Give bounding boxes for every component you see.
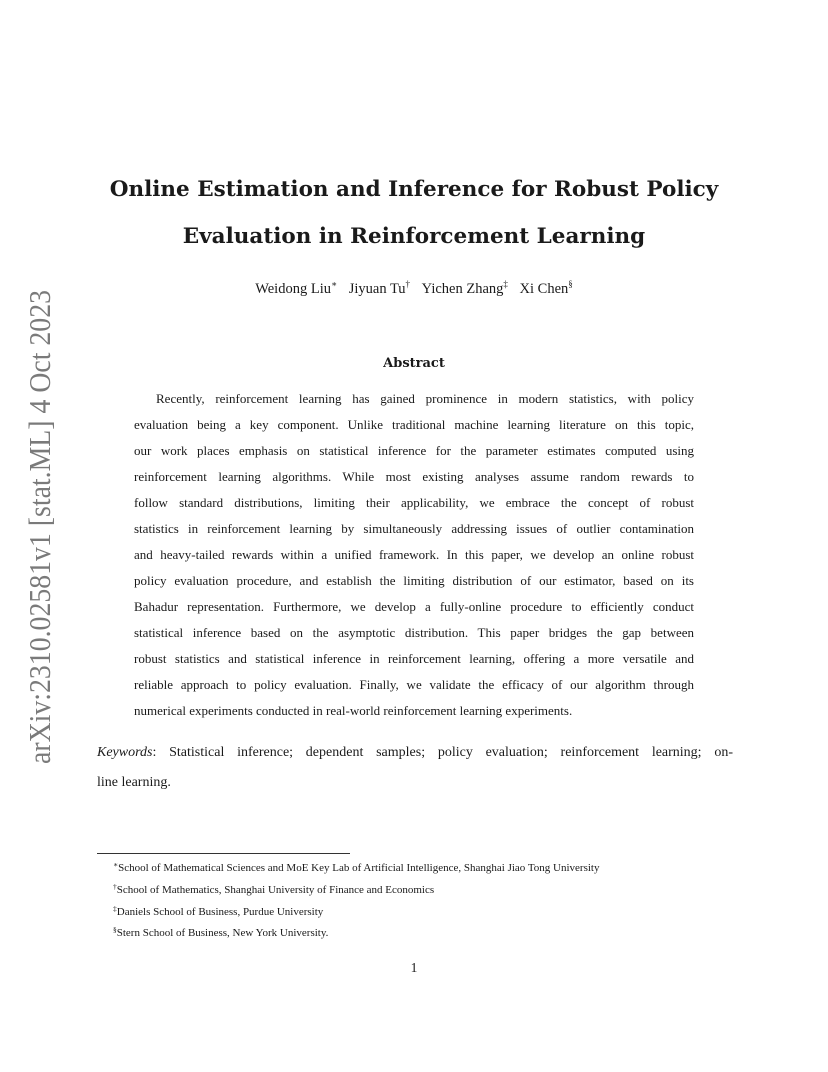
- title-line: Evaluation in Reinforcement Learning: [182, 224, 646, 249]
- author-mark: ∗: [330, 279, 338, 289]
- footnote-text: School of Mathematics, Shanghai University of Finance and Economics: [116, 883, 435, 896]
- footnote-text: School of Mathematical Sciences and MoE Key Lab of Artificial Intelligence, Shanghai Jiao Tong University: [118, 862, 600, 874]
- abstract-heading: Abstract: [383, 356, 445, 371]
- footnote: [113, 878, 733, 900]
- keywords: [97, 738, 733, 798]
- abstract-line: numerical experiments conducted in real-world reinforcement learning experiments.: [134, 703, 573, 718]
- paper-title: [96, 166, 732, 260]
- abstract-line: policy evaluation procedure, and establish the limiting distribution of our estimator, based on its: [134, 573, 694, 588]
- abstract-line: statistical inference based on the asymptotic distribution. This paper bridges the gap between: [134, 625, 694, 640]
- author: [520, 274, 573, 299]
- author-mark: †: [405, 279, 411, 289]
- footnote: [113, 900, 733, 922]
- abstract-line: our work places emphasis on statistical inference for the parameter estimates computed using: [134, 443, 694, 458]
- footnote-mark: ∗: [113, 860, 119, 869]
- keywords-text: : Statistical inference; dependent samples; policy evaluation; reinforcement learning; on-: [152, 745, 733, 760]
- abstract-line: follow standard distributions, limiting their applicability, we embrace the concept of robust: [134, 495, 694, 510]
- abstract-line: reinforcement learning algorithms. While most existing analyses assume random rewards to: [134, 469, 694, 484]
- footnote-mark: ‡: [113, 903, 117, 913]
- arxiv-watermark: [20, 235, 57, 764]
- page-number: 1: [410, 960, 418, 975]
- footnote-text: Daniels School of Business, Purdue University: [116, 905, 324, 918]
- abstract-line: Bahadur representation. Furthermore, we develop a fully-online procedure to efficiently conduct: [134, 599, 694, 614]
- arxiv-watermark-text: arXiv:2310.02581v1 [stat.ML] 4 Oct 2023: [22, 235, 57, 764]
- keywords-line: [97, 738, 733, 768]
- footnote-text: Stern School of Business, New York University.: [116, 927, 329, 940]
- keywords-label: Keywords: [97, 745, 153, 760]
- arxiv-watermark-svg: [20, 235, 57, 764]
- footnote: [113, 856, 733, 878]
- abstract-line: statistics in reinforcement learning by simultaneously addressing issues of outlier contamination: [134, 521, 694, 536]
- author: [255, 274, 337, 299]
- footnotes: [113, 856, 733, 943]
- footnote: [113, 921, 733, 943]
- footnote-mark: †: [113, 881, 117, 891]
- author-mark: ‡: [503, 279, 508, 289]
- abstract-line: robust statistics and statistical inference in reinforcement learning, offering a more versatile and: [134, 651, 694, 666]
- author-name: Jiyuan Tu: [348, 281, 406, 297]
- title-line: Online Estimation and Inference for Robust Policy: [109, 177, 719, 202]
- footnote-rule: [97, 853, 350, 854]
- abstract-line: Recently, reinforcement learning has gained prominence in modern statistics, with policy: [156, 391, 694, 406]
- author-list: [96, 274, 732, 299]
- footnote-mark: §: [113, 925, 117, 935]
- author-name: Yichen Zhang: [421, 281, 504, 297]
- abstract-body: [134, 386, 694, 724]
- abstract-line: reliable approach to policy evaluation. Finally, we validate the efficacy of our algorithm through: [134, 677, 694, 692]
- keywords-line: line learning.: [97, 775, 171, 790]
- author: [349, 274, 410, 299]
- abstract-line: evaluation being a key component. Unlike traditional machine learning literature on this topic,: [134, 417, 694, 432]
- author-mark: §: [568, 279, 573, 289]
- author-name: Xi Chen: [519, 281, 569, 297]
- author-name: Weidong Liu: [255, 281, 331, 297]
- abstract-line: and heavy-tailed rewards within a unified framework. In this paper, we develop an online robust: [134, 547, 694, 562]
- author: [422, 274, 508, 299]
